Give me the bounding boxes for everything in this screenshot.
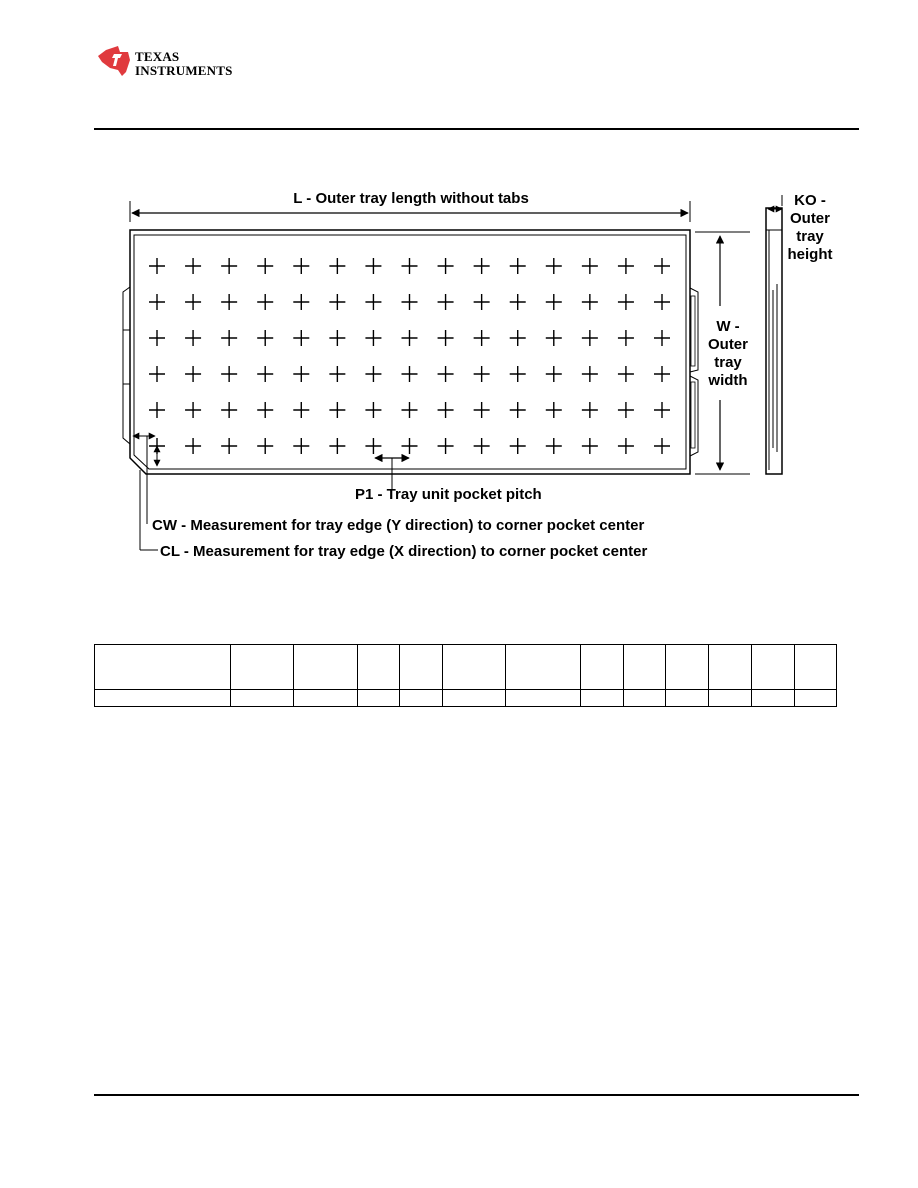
pocket-center-mark (293, 438, 309, 454)
table-cell (293, 645, 357, 690)
label-CL: CL - Measurement for tray edge (X direction) to corner pocket center (160, 543, 648, 560)
pocket-center-mark (402, 294, 418, 310)
table-header-row (95, 645, 837, 690)
pocket-center-mark (221, 402, 237, 418)
table-cell (752, 690, 795, 707)
pocket-center-mark (546, 402, 562, 418)
pocket-center-mark (365, 438, 381, 454)
pocket-center-mark (510, 294, 526, 310)
table-cell (752, 645, 795, 690)
pocket-center-mark (185, 294, 201, 310)
pocket-center-mark (149, 258, 165, 274)
pocket-center-mark (257, 330, 273, 346)
pocket-center-mark (546, 438, 562, 454)
pocket-center-mark (618, 330, 634, 346)
pocket-center-mark (402, 366, 418, 382)
pocket-center-mark (293, 330, 309, 346)
label-KO-line2: Outer (789, 210, 831, 227)
dimension-L (130, 187, 690, 222)
label-L: L - Outer tray length without tabs (293, 190, 529, 207)
pocket-center-mark (582, 330, 598, 346)
table-cell (794, 690, 836, 707)
pocket-grid (149, 258, 670, 454)
pocket-center-mark (365, 366, 381, 382)
label-P1: P1 - Tray unit pocket pitch (355, 486, 542, 503)
pocket-center-mark (402, 438, 418, 454)
pocket-center-mark (654, 258, 670, 274)
pocket-center-mark (149, 366, 165, 382)
pocket-center-mark (654, 330, 670, 346)
pocket-center-mark (185, 366, 201, 382)
pocket-center-mark (185, 438, 201, 454)
pocket-center-mark (365, 258, 381, 274)
pocket-center-mark (149, 402, 165, 418)
pocket-center-mark (510, 402, 526, 418)
pocket-center-mark (582, 366, 598, 382)
dimension-KO (768, 192, 833, 263)
company-name-line2: INSTRUMENTS (135, 63, 233, 78)
pocket-center-mark (257, 258, 273, 274)
table-cell (230, 690, 293, 707)
pocket-center-mark (438, 258, 454, 274)
table-cell (357, 690, 399, 707)
pocket-center-mark (329, 366, 345, 382)
pocket-center-mark (438, 438, 454, 454)
pocket-center-mark (221, 294, 237, 310)
pocket-center-mark (329, 258, 345, 274)
pocket-center-mark (293, 258, 309, 274)
pocket-center-mark (185, 330, 201, 346)
table-cell (506, 645, 581, 690)
pocket-center-mark (221, 366, 237, 382)
dimension-W (695, 232, 750, 474)
pocket-center-mark (149, 330, 165, 346)
pocket-center-mark (438, 366, 454, 382)
pocket-center-mark (474, 330, 490, 346)
pocket-center-mark (221, 438, 237, 454)
pocket-center-mark (365, 294, 381, 310)
tray-dimension-table (94, 644, 837, 707)
dimension-P1 (355, 458, 542, 503)
pocket-center-mark (654, 402, 670, 418)
pocket-center-mark (257, 294, 273, 310)
pocket-center-mark (582, 258, 598, 274)
pocket-center-mark (582, 402, 598, 418)
table-cell (230, 645, 293, 690)
label-W-line3: tray (714, 354, 742, 371)
pocket-center-mark (365, 402, 381, 418)
pocket-center-mark (257, 366, 273, 382)
pocket-center-mark (185, 258, 201, 274)
table-cell (293, 690, 357, 707)
table-cell (442, 645, 506, 690)
pocket-center-mark (618, 402, 634, 418)
label-KO-line1: KO - (794, 192, 826, 209)
pocket-center-mark (293, 294, 309, 310)
pocket-center-mark (221, 258, 237, 274)
pocket-center-mark (654, 294, 670, 310)
table-cell (709, 690, 752, 707)
pocket-center-mark (402, 402, 418, 418)
pocket-center-mark (582, 438, 598, 454)
pocket-center-mark (546, 330, 562, 346)
pocket-center-mark (438, 330, 454, 346)
table-cell (581, 645, 624, 690)
label-CW: CW - Measurement for tray edge (Y direction) to corner pocket center (152, 517, 645, 534)
pocket-center-mark (438, 402, 454, 418)
table-cell (95, 645, 231, 690)
table-cell (442, 690, 506, 707)
tray-side-view (766, 208, 782, 474)
pocket-center-mark (293, 402, 309, 418)
pocket-center-mark (438, 294, 454, 310)
pocket-center-mark (510, 438, 526, 454)
pocket-center-mark (474, 438, 490, 454)
table-cell (624, 690, 666, 707)
pocket-center-mark (510, 258, 526, 274)
table-row (95, 690, 837, 707)
pocket-center-mark (474, 402, 490, 418)
pocket-center-mark (474, 366, 490, 382)
pocket-center-mark (618, 258, 634, 274)
pocket-center-mark (618, 366, 634, 382)
pocket-center-mark (618, 438, 634, 454)
label-W-line4: width (708, 372, 748, 389)
table-cell (794, 645, 836, 690)
pocket-center-mark (510, 330, 526, 346)
table-cell (95, 690, 231, 707)
table-cell (624, 645, 666, 690)
pocket-center-mark (329, 330, 345, 346)
pocket-center-mark (402, 258, 418, 274)
pocket-center-mark (365, 330, 381, 346)
company-name-line1: TEXAS (135, 49, 180, 64)
pocket-center-mark (654, 366, 670, 382)
footer-rule (94, 1094, 859, 1096)
pocket-center-mark (654, 438, 670, 454)
pocket-center-mark (257, 438, 273, 454)
pocket-center-mark (474, 258, 490, 274)
label-KO-line3: tray (796, 228, 824, 245)
pocket-center-mark (546, 366, 562, 382)
pocket-center-mark (185, 402, 201, 418)
pocket-center-mark (293, 366, 309, 382)
pocket-center-mark (257, 402, 273, 418)
table-cell (357, 645, 399, 690)
table-cell (506, 690, 581, 707)
pocket-center-mark (546, 294, 562, 310)
pocket-center-mark (221, 330, 237, 346)
pocket-center-mark (510, 366, 526, 382)
pocket-center-mark (329, 438, 345, 454)
pocket-center-mark (474, 294, 490, 310)
table-cell (709, 645, 752, 690)
label-KO-line4: height (787, 246, 833, 263)
pocket-center-mark (618, 294, 634, 310)
pocket-center-mark (329, 294, 345, 310)
label-W-line2: Outer (707, 336, 749, 353)
pocket-center-mark (546, 258, 562, 274)
label-W-line1: W - (716, 318, 740, 335)
table-cell (666, 690, 709, 707)
pocket-center-mark (149, 294, 165, 310)
table-cell (581, 690, 624, 707)
pocket-center-mark (329, 402, 345, 418)
table-cell (666, 645, 709, 690)
pocket-center-mark (582, 294, 598, 310)
pocket-center-mark (402, 330, 418, 346)
table-cell (399, 690, 442, 707)
table-cell (399, 645, 442, 690)
